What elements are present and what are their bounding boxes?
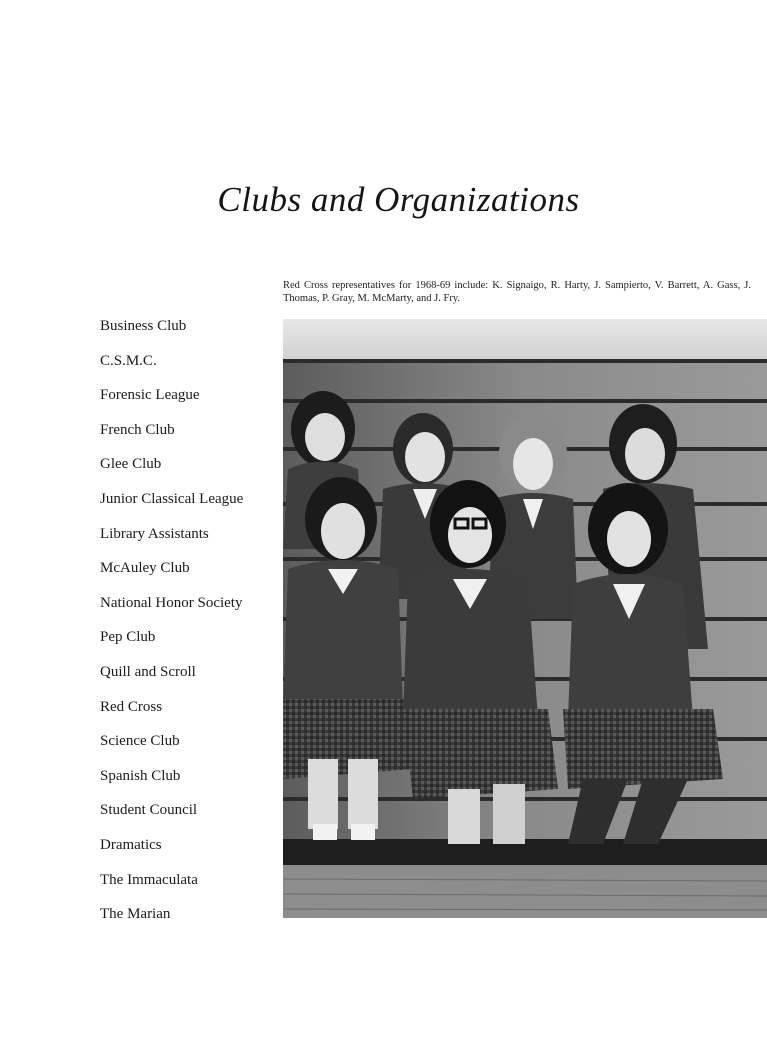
club-item: The Marian [100,906,171,923]
club-item: Student Council [100,802,198,819]
club-item: Red Cross [100,698,163,715]
club-item: Junior Classical League [100,490,244,507]
club-item: Spanish Club [100,767,181,784]
page-title: Clubs and Organizations [217,180,580,219]
photo-caption: Red Cross representatives for 1968-69 include: K. Signaigo, R. Harty, J. Sampierto, V. Barrett, A. Gass, J. Thomas, P. Gray, M. McMarty, and J. Fry. [283,280,751,304]
club-item: McAuley Club [100,560,190,577]
club-item: The Immaculata [100,871,198,888]
club-item: Forensic League [100,387,200,404]
club-item: Pep Club [100,629,156,646]
club-list [100,314,243,937]
club-item: French Club [100,421,175,438]
club-item: Dramatics [100,836,162,853]
group-photo [283,319,767,918]
club-item: Business Club [100,318,187,334]
club-item: Library Assistants [100,525,209,542]
club-item: Science Club [100,733,180,750]
club-item: Quill and Scroll [100,663,196,680]
club-item: National Honor Society [100,594,243,611]
club-item: C.S.M.C. [100,352,157,369]
club-item: Glee Club [100,456,162,473]
